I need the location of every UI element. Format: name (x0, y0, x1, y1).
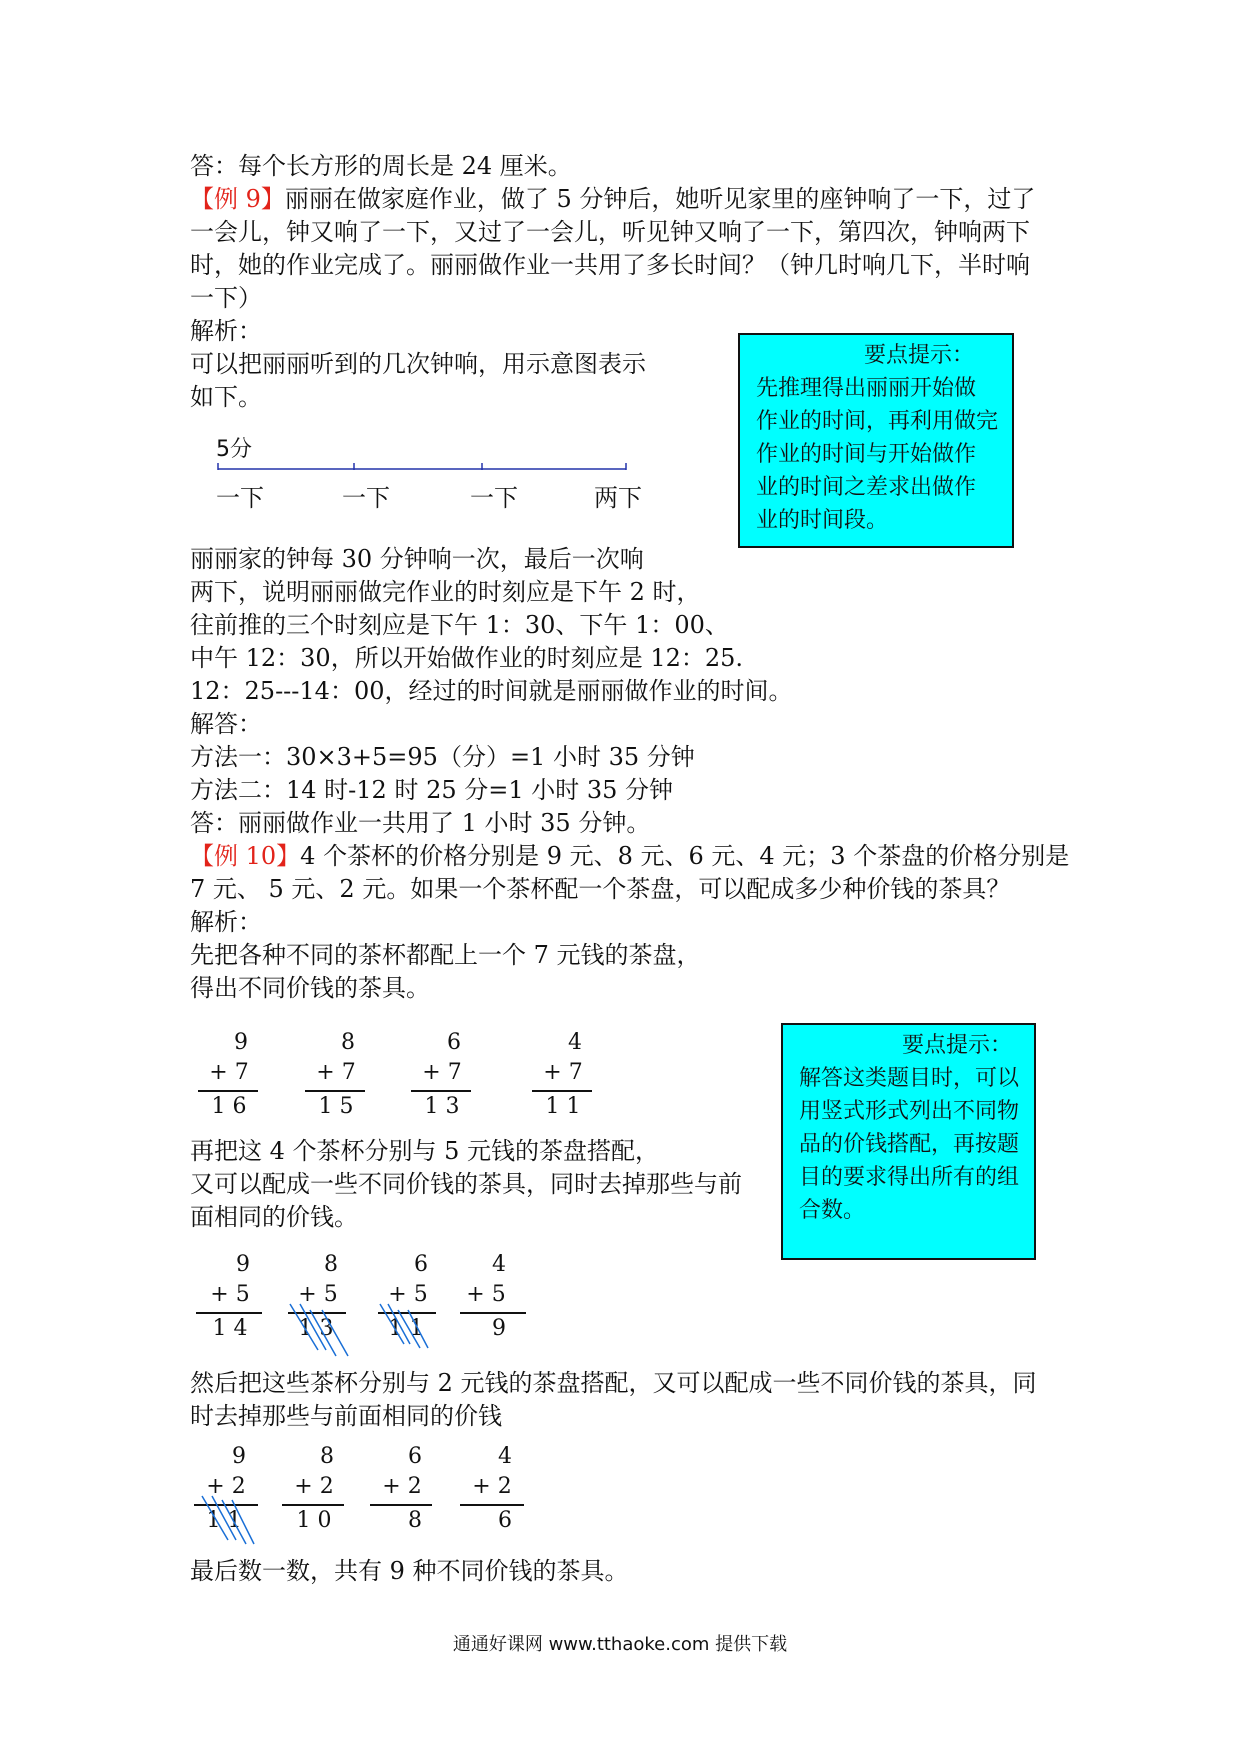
timeline-label-3: 一下 (470, 484, 518, 512)
hint-box-1 (738, 333, 1014, 548)
example-10-tag: 【例 10】 (190, 842, 301, 870)
calc-plus: + 5 (210, 1282, 250, 1307)
example-9-text: 丽丽在做家庭作业，做了 5 分钟后，她听见家里的座钟响了一下，过了 (284, 185, 1036, 213)
calc-plus: + 2 (382, 1474, 422, 1499)
calc-addend: 6 (447, 1030, 461, 1055)
explanation-line-4: 中午 12：30，所以开始做作业的时刻应是 12：25. (190, 644, 744, 672)
calc-sum: 1 1 (388, 1316, 424, 1341)
example-9-tag: 【例 9】 (190, 185, 285, 213)
calc-rule (305, 1090, 365, 1092)
calc-addend: 9 (232, 1444, 246, 1469)
strike-mark (284, 1300, 364, 1360)
calc-addend: 4 (498, 1444, 512, 1469)
hint-title: 要点提示： (863, 343, 974, 368)
calc-sum: 1 1 (206, 1508, 242, 1533)
method-2: 方法二：14 时-12 时 25 分=1 小时 35 分钟 (190, 776, 674, 804)
calc-addend: 4 (492, 1252, 506, 1277)
calc-plus: + 7 (316, 1060, 356, 1085)
step-1-line-2: 得出不同价钱的茶具。 (190, 974, 430, 1002)
step-3-line-2: 时去掉那些与前面相同的价钱 (190, 1402, 502, 1430)
calc-plus: + 7 (543, 1060, 583, 1085)
step-2-line-1: 再把这 4 个茶杯分别与 5 元钱的茶盘搭配， (190, 1137, 660, 1165)
calc-rule (196, 1312, 262, 1314)
example-10-line-2: 7 元、 5 元、2 元。如果一个茶杯配一个茶盘，可以配成多少种价钱的茶具？ (190, 875, 1011, 903)
calc-rule (460, 1312, 526, 1314)
strike-mark (192, 1490, 272, 1550)
calc-addend: 6 (414, 1252, 428, 1277)
strike-mark (374, 1300, 454, 1360)
calc-addend: 9 (234, 1030, 248, 1055)
diagram-intro-1: 可以把丽丽听到的几次钟响，用示意图表示 (190, 350, 646, 378)
calc-plus: + 7 (422, 1060, 462, 1085)
analysis-heading: 解析： (190, 317, 262, 345)
calc-plus: + 7 (209, 1060, 249, 1085)
calc-plus: + 5 (466, 1282, 506, 1307)
calc-rule (460, 1504, 524, 1506)
timeline-top-label: 5分 (216, 437, 252, 462)
hint-title: 要点提示： (901, 1033, 1012, 1058)
example-9-line-2: 一会儿，钟又响了一下，又过了一会儿，听见钟又响了一下，第四次，钟响两下 (190, 218, 1030, 246)
calc-rule (532, 1090, 592, 1092)
example-9-line-4: 一下） (190, 284, 262, 312)
explanation-line-2: 两下，说明丽丽做完作业的时刻应是下午 2 时， (190, 578, 701, 606)
explanation-line-5: 12：25---14：00，经过的时间就是丽丽做作业的时间。 (190, 677, 793, 705)
calc-addend: 9 (236, 1252, 250, 1277)
calc-addend: 8 (320, 1444, 334, 1469)
calc-sum: 1 5 (318, 1094, 354, 1119)
explanation-line-1: 丽丽家的钟每 30 分钟响一次，最后一次响 (190, 545, 644, 573)
calc-rule (411, 1090, 471, 1092)
answer-line: 答：每个长方形的周长是 24 厘米。 (190, 152, 572, 180)
calc-addend: 6 (408, 1444, 422, 1469)
step-3-line-1: 然后把这些茶杯分别与 2 元钱的茶盘搭配，又可以配成一些不同价钱的茶具，同 (190, 1369, 1037, 1397)
hint-line: 先推理得出丽丽开始做 (756, 376, 977, 401)
calc-plus: + 5 (298, 1282, 338, 1307)
step-2-line-2: 又可以配成一些不同价钱的茶具，同时去掉那些与前 (190, 1170, 742, 1198)
calc-sum: 8 (408, 1508, 422, 1533)
explanation-line-3: 往前推的三个时刻应是下午 1：30、下午 1：00、 (190, 611, 729, 639)
calc-sum: 1 0 (296, 1508, 332, 1533)
calc-plus: + 2 (472, 1474, 512, 1499)
calc-sum: 1 3 (424, 1094, 460, 1119)
calc-sum: 9 (492, 1316, 506, 1341)
calc-plus: + 2 (294, 1474, 334, 1499)
diagram-intro-2: 如下。 (190, 383, 262, 411)
calc-sum: 1 1 (545, 1094, 581, 1119)
calc-addend: 4 (568, 1030, 582, 1055)
calc-plus: + 5 (388, 1282, 428, 1307)
hint-box-2 (781, 1023, 1036, 1260)
calc-sum: 1 3 (298, 1316, 334, 1341)
calc-sum: 1 4 (212, 1316, 248, 1341)
timeline-label-4: 两下 (594, 484, 642, 512)
hint-line: 作业的时间与开始做作 (756, 442, 977, 467)
example-9-line-3: 时，她的作业完成了。丽丽做作业一共用了多长时间？（钟几时响几下，半时响 (190, 251, 1030, 279)
timeline-label-2: 一下 (342, 484, 390, 512)
hint-line: 目的要求得出所有的组 (799, 1165, 1020, 1190)
method-1: 方法一：30×3+5=95（分）=1 小时 35 分钟 (190, 743, 695, 771)
hint-line: 业的时间段。 (756, 508, 889, 533)
example-10-line-1 (190, 840, 1069, 873)
step-2-line-3: 面相同的价钱。 (190, 1203, 358, 1231)
calc-rule (198, 1090, 258, 1092)
calc-rule (282, 1504, 344, 1506)
hint-line: 作业的时间，再利用做完 (756, 409, 999, 434)
calc-sum: 1 6 (211, 1094, 247, 1119)
step-1-line-1: 先把各种不同的茶杯都配上一个 7 元钱的茶盘， (190, 941, 701, 969)
hint-line: 合数。 (799, 1198, 866, 1223)
hint-line: 用竖式形式列出不同物 (799, 1099, 1020, 1124)
answer-9: 答：丽丽做作业一共用了 1 小时 35 分钟。 (190, 809, 651, 837)
calc-plus: + 2 (206, 1474, 246, 1499)
hint-line: 品的价钱搭配，再按题 (799, 1132, 1020, 1157)
footer: 通通好课网 www.tthaoke.com 提供下载 (452, 1634, 788, 1655)
conclusion: 最后数一数，共有 9 种不同价钱的茶具。 (190, 1557, 629, 1585)
calc-rule (370, 1504, 432, 1506)
calc-sum: 6 (498, 1508, 512, 1533)
hint-line: 业的时间之差求出做作 (756, 475, 977, 500)
analysis-heading-2: 解析： (190, 908, 262, 936)
chime-timeline-diagram (190, 432, 650, 512)
solution-heading: 解答： (190, 710, 262, 738)
example-9-line-1 (190, 183, 1035, 216)
calc-addend: 8 (341, 1030, 355, 1055)
example-10-text: 4 个茶杯的价格分别是 9 元、8 元、6 元、4 元；3 个茶盘的价格分别是 (300, 842, 1070, 870)
hint-line: 解答这类题目时，可以 (799, 1066, 1020, 1091)
calc-addend: 8 (324, 1252, 338, 1277)
timeline-label-1: 一下 (216, 484, 264, 512)
